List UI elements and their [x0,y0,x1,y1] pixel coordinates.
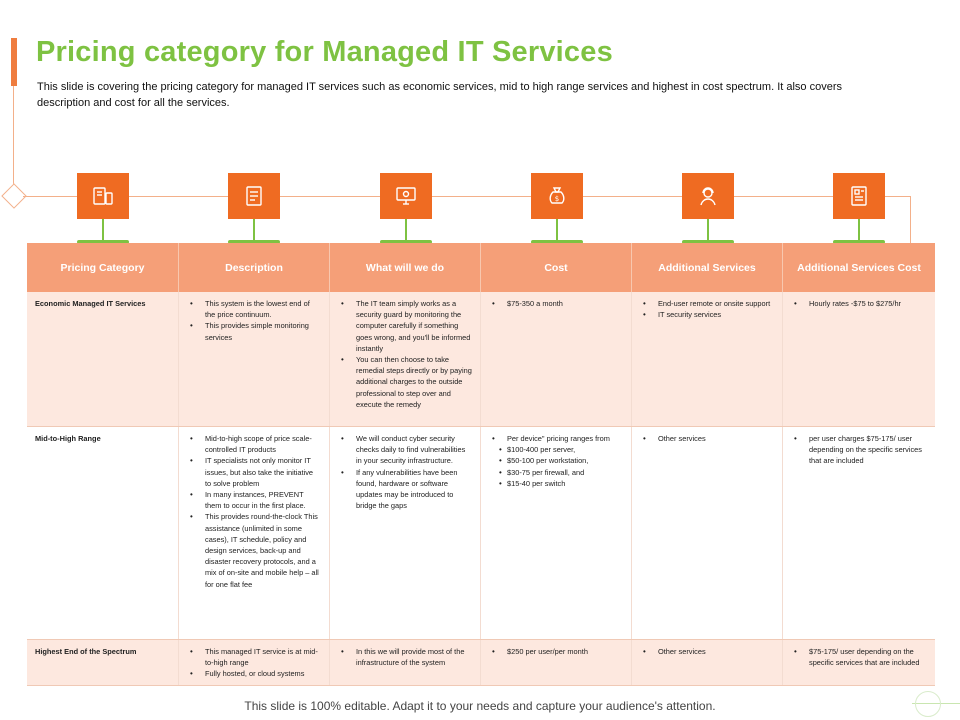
list-item: • In many instances, PREVENT them to occur in the first place. [187,489,321,511]
icon-connector [556,219,558,241]
pricing-category-cell: Economic Managed IT Services [27,292,179,426]
support-agent-icon [682,173,734,219]
list-item: • We will conduct cyber security checks daily to find vulnerabilities in your security infrastructure. [338,433,472,467]
list-item: • This provides simple monitoring services [187,320,321,342]
additional-services-cell [632,640,783,686]
additional-services-cost-cell [783,292,935,426]
column-header: Additional Services Cost [797,261,921,274]
description-cell [179,292,330,426]
list-item: • In this we will provide most of the infrastructure of the system [338,646,472,668]
row-divider [27,685,935,686]
list-item: • Hourly rates -$75 to $275/hr [791,298,927,309]
title-accent-bar [11,38,17,86]
icon-connector [858,219,860,241]
list-item: • The IT team simply works as a security guard by monitoring the computer carefully if something goes wrong, and you'll be informed instantly [338,298,472,354]
list-item: • This system is the lowest end of the price continuum. [187,298,321,320]
what-we-do-cell [330,427,481,639]
list-item: • IT security services [640,309,774,320]
icon-connector [707,219,709,241]
list-item: • $250 per user/per month [489,646,623,657]
pricing-category-cell: Highest End of the Spectrum [27,640,179,686]
list-item: • If any vulnerabilities have been found, hardware or software updates may be introduced to bridge the gaps [338,467,472,512]
invoice-icon [833,173,885,219]
page-title: Pricing category for Managed IT Services [36,36,613,68]
cost-cell [481,292,632,426]
additional-services-cell [632,292,783,426]
description-cell [179,640,330,686]
pricing-table [27,243,935,686]
list-item: • $50-100 per workstation, [489,455,623,466]
list-item: • $75-175/ user depending on the specific services that are included [791,646,927,668]
table-row [27,292,935,426]
page-subtitle: This slide is covering the pricing category for managed IT services such as economic services, mid to high range services and highest in cost spectrum. It also covers description and cost for all the services. [37,81,842,109]
list-item: • Other services [640,433,774,444]
list-item: • Per device" pricing ranges from [489,433,623,444]
list-item: • Fully hosted, or cloud systems [187,668,321,679]
column-header: Description [179,243,330,292]
timeline-line [23,196,910,197]
list-item: • You can then choose to take remedial steps directly or by paying additional charges to the outside professional to step over and execute the remedy [338,354,472,410]
column-header: Cost [481,243,632,292]
svg-text:$: $ [554,195,560,203]
list-item: • Mid-to-high scope of price scale-controlled IT products [187,433,321,455]
what-we-do-cell [330,640,481,686]
cost-cell [481,427,632,639]
devices-icon [77,173,129,219]
decorative-corner-circle [915,691,941,717]
column-header: What will we do [330,243,481,292]
list-item: • per user charges $75-175/ user depending on the specific services that are included [791,433,927,467]
icon-connector [405,219,407,241]
list-item: • IT specialists not only monitor IT issues, but also take the initiative to solve problem [187,455,321,489]
list-item: • Other services [640,646,774,657]
table-header-row [27,243,935,292]
list-item: • End-user remote or onsite support [640,298,774,309]
table-row [27,640,935,686]
list-item: • This managed IT service is at mid-to-high range [187,646,321,668]
icon-connector [102,219,104,241]
decorative-left-line [13,86,14,190]
list-item: • $75-350 a month [489,298,623,309]
column-header: Pricing Category [27,243,179,292]
icon-connector [253,219,255,241]
list-item: • This provides round-the-clock This assistance (unlimited in some cases), IT schedule, policy and design services, back-up and disaster recovery protocols, and a mix of on-site and mobile help – all for one flat fee [187,511,321,589]
what-we-do-cell [330,292,481,426]
list-item: • $30-75 per firewall, and [489,467,623,478]
additional-services-cost-cell [783,640,935,686]
additional-services-cost-cell [783,427,935,639]
cost-cell [481,640,632,686]
document-checklist-icon [228,173,280,219]
list-item: • $15-40 per switch [489,478,623,489]
timeline-line-end [910,196,911,244]
list-item: • $100-400 per server, [489,444,623,455]
footer-note: This slide is 100% editable. Adapt it to your needs and capture your audience's attention. [244,699,716,713]
table-row [27,427,935,639]
additional-services-cell [632,427,783,639]
money-bag-icon [531,173,583,219]
monitor-settings-icon [380,173,432,219]
pricing-category-cell: Mid-to-High Range [27,427,179,639]
description-cell [179,427,330,639]
column-header: Additional Services [632,243,783,292]
